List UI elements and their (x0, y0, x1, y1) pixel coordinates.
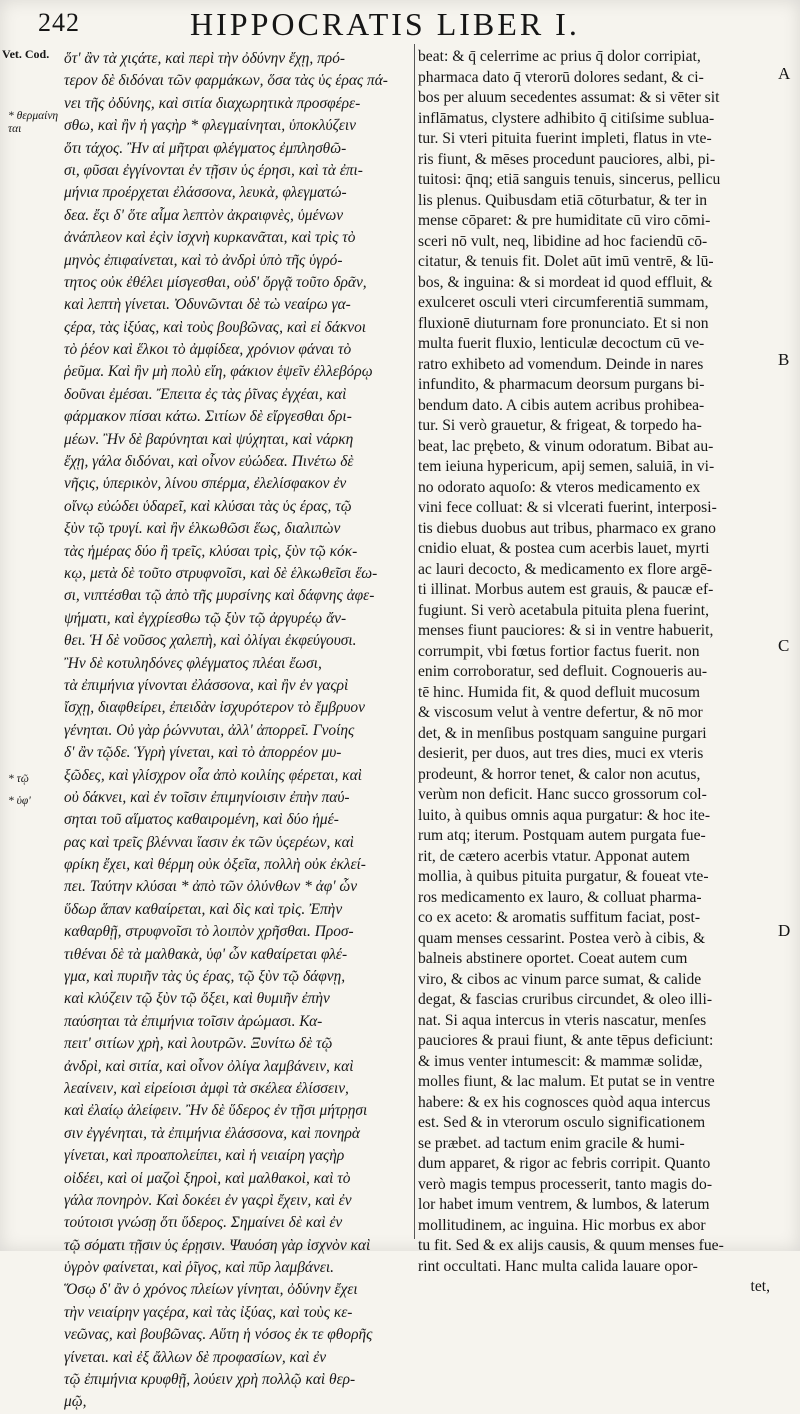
latin-line: pharmaca dato q̄ vterorū dolores sedant, & ci- (418, 68, 704, 86)
latin-line: rit, de cætero acerbis vtatur. Apponat autem (418, 847, 690, 865)
greek-line: τῷ ἐπιμήνια κρυφθῇ, λούειν χρὴ πολλῷ καὶ θερ- (64, 1371, 356, 1389)
greek-line: οἴνῳ εὐώδει ὑδαρεῖ, καὶ κλύσαι τὰς ὑς έρας, τῷ (64, 497, 352, 515)
greek-line: μέων. Ἢν δὲ βαρύνηται καὶ ψύχηται, καὶ νάρκη (64, 430, 354, 448)
latin-line: tur. Si verò grauetur, & frigeat, & torpedo ha- (418, 417, 702, 434)
greek-line: γμα, καὶ πυριῆν τὰς ὑς έρας, τῷ ξὺν τῷ δάφνῃ, (64, 968, 346, 986)
greek-line: λεαίνειν, καὶ εἰρείοισι ἀμφὶ τὰ σκέλεα ἐλίσσειν, (64, 1079, 349, 1097)
greek-line: σηται τοῦ αἵματος καθαιρομένη, καὶ δύο ἡμέ- (64, 811, 339, 829)
latin-line: mollia, à quibus pituita purgatur, & foueat vte- (418, 868, 709, 885)
greek-line: νει τῆς ὀδύνης, καὶ σιτία διαχωρητικὰ προσφέρε- (64, 94, 361, 112)
latin-line: mollitudinem, ac inguina. Hic morbus ex abor (418, 1216, 706, 1234)
greek-text-column (64, 48, 408, 1414)
section-letter-marker: B (778, 350, 790, 369)
latin-line: prodeunt, & horror tenet, & calor non acutus, (418, 765, 701, 783)
latin-line: & imus venter intumescit: & mammæ solidæ, (418, 1052, 703, 1070)
latin-line: corrumpit, vbi fœtus fortior factus fuerit. non (418, 642, 700, 660)
greek-line: ὕδωρ ἅπαν καθαίρεται, καὶ δὶς καὶ τρὶς. Ἐπὴν (64, 900, 343, 918)
greek-line: ὑγρὸν φαίνεται, καὶ ῥῖγος, καὶ πῦρ λαμβάνει. (64, 1259, 334, 1277)
latin-line: multa fuerit fluxio, lenticulæ decoctum cū ve- (418, 335, 705, 352)
greek-line: οὐ δάκνει, καὶ ἐν τοῖσιν ἐπιμηνίοισιν ἐπὴν παύ- (64, 788, 350, 806)
section-letter-marker: A (778, 64, 791, 83)
right-margin-letters (772, 48, 800, 1238)
greek-line: τὴν νειαίρην γαςέρα, καὶ τὰς ἰξύας, καὶ τοὺς κε- (64, 1303, 353, 1321)
column-divider (414, 44, 415, 1239)
latin-line: citatur, & tenuis fit. Dolet aūt imū ventrē, & lū- (418, 253, 714, 270)
greek-line: γίνεται, καὶ προαπολείπει, καὶ ἡ νειαίρη γαςὴρ (64, 1147, 345, 1165)
latin-line: lis plenus. Quibusdam etiā cōturbatur, & ter in (418, 191, 708, 209)
greek-line: μήνια προέρχεται ἐλάσσονα, λευκὰ, φλεγματώ- (64, 184, 347, 202)
greek-line: καὶ κλύζειν τῷ ξὺν τῷ ὄξει, καὶ θυμιῆν ἐπὴν (64, 990, 330, 1008)
latin-line: verùm non deficit. Hanc succo grossorum col- (418, 786, 707, 803)
greek-line: ὅτι τάχος. Ἢν αἱ μῆτραι φλέγματος ἐμπλησθῶ- (64, 139, 347, 157)
latin-line: ac lauri decocto, & medicamento ex flore argē- (418, 560, 713, 578)
greek-line: τιθέναι δὲ τὰ μαλθακὰ, ὑφ' ὧν καθαίρεται φλέ- (64, 945, 348, 963)
latin-line: vini fece colluat: & si vlcerati fuerint, interposi- (418, 499, 717, 516)
latin-line: tur. Si vteri pituita fuerint impleti, flatus in vte- (418, 130, 712, 147)
greek-line: γένηται. Οὐ γὰρ ῥώννυται, ἀλλ' ἀπορρεῖ. Γνοίης (64, 721, 355, 739)
latin-line: rint occultati. Hanc multa calida lauare opor- (418, 1257, 698, 1275)
greek-line: παύσηται τὰ ἐπιμήνια τοῖσιν ἀρώμασι. Κα- (64, 1012, 323, 1030)
greek-line: Ἢν δὲ κοτυληδόνες φλέγματος πλέαι ἔωσι, (64, 654, 322, 672)
margin-note: * τῷ (8, 773, 29, 785)
left-margin-notes (0, 48, 62, 1238)
greek-line: σι, φῦσαι ἐγγίνονται ἐν τῇσιν ὑς έρησι, καὶ τὰ ἐπι- (64, 161, 363, 179)
greek-line: γίνεται. καὶ ἐξ ἄλλων δὲ προφασίων, καὶ ἐν (64, 1348, 327, 1366)
latin-line: fluxionē diuturnam fore pronunciato. Et si non (418, 314, 709, 332)
section-letter-marker: D (778, 921, 791, 940)
greek-line: σθω, καὶ ἢν ἡ γαςὴρ * φλεγμαίνηται, ὑποκλύζειν (64, 117, 356, 135)
greek-line: καθαρθῇ, στρυφνοῖσι τὸ λοιπὸν χρῆσθαι. Προσ- (64, 923, 354, 941)
margin-note: * θερμαίνη ται (8, 110, 59, 135)
latin-line: beat, lac prębeto, & vinum odoratum. Bibat au- (418, 437, 714, 455)
greek-line: πει. Ταύτην κλύσαι * ἀπὸ τῶν ὀλύνθων * ἀφ' ὧν (64, 878, 358, 896)
latin-text-column (418, 47, 770, 1298)
latin-line: balneis abstinere oportet. Coeat autem cum (418, 950, 688, 967)
latin-line: infundito, & pharmacum deorsum purgans bi- (418, 376, 705, 393)
greek-line: τῷ σόματι τῇσιν ὑς έρῃσιν. Ψαυόση γὰρ ἰσχνὸν καὶ (64, 1236, 371, 1254)
latin-line: desierit, per duos, aut tres dies, muci ex vteris (418, 745, 704, 762)
greek-line: τὸ ῥέον καὶ ἕλκοι τὸ ἀμφίδεα, χρόνιον φάναι τὸ (64, 341, 352, 359)
greek-line: καὶ ἐλαίῳ ἀλείφειν. Ἢν δὲ ὕδερος ἐν τῇσι μήτρῃσι (64, 1102, 368, 1120)
latin-line: est. Sed & in vterorum osculo significationem (418, 1114, 706, 1131)
latin-line: enim corroboratur, sed defluit. Cognoueris au- (418, 663, 708, 680)
greek-line: κῳ, μετὰ δὲ τοῦτο στρυφνοῖσι, καὶ δὲ ἑλκωθεῖσι ἕω- (64, 564, 378, 582)
greek-line: δεα. ἔςι δ' ὅτε αἷμα λεπτὸν ἀκραιφνὲς, ὑμένων (64, 206, 344, 224)
latin-line: lor habet imum ventrem, & lumbos, & laterum (418, 1196, 710, 1213)
greek-line: ἀνδρὶ, καὶ σιτία, καὶ οἶνον ὀλίγα λαμβάνειν, καὶ (64, 1057, 354, 1075)
latin-line: pauciores & praui fiunt, & ante tēpus deficiunt: (418, 1032, 714, 1049)
latin-line: & viscosum velut à ventre defertur, & nō mor (418, 704, 703, 721)
page-header (0, 4, 800, 44)
greek-line: φρίκη ἔχει, καὶ θέρμη οὐκ ὀξεῖα, πολλὴ οὐκ ἐκλεί- (64, 856, 366, 874)
latin-line: exulceret osculi vteri circumferentiā summam, (418, 294, 709, 311)
latin-line: co ex aceto: & aromatis suffitum faciat, post- (418, 909, 701, 926)
greek-line: ἀνάπλεον καὶ ἐςὶν ἰσχνὴ κυρκανᾶται, καὶ τρὶς τὸ (64, 229, 356, 247)
greek-line: μῷ, (64, 1393, 87, 1411)
latin-line: det, & in menſibus postquam sanguine purgari (418, 724, 707, 742)
greek-line: φάρμακον πίσαι κάτω. Σιτίων δὲ εἴργεσθαι δρι- (64, 408, 352, 426)
greek-line: σι, νιπτέσθαι τῷ ἀπὸ τῆς μυρσίνης καὶ δάφνης ἀφε- (64, 587, 375, 605)
greek-line: τερον δὲ διδόναι τῶν φαρμάκων, ὅσα τὰς ὑς έρας πά- (64, 72, 388, 90)
latin-line: beat: & q̄ celerrime ac prius q̄ dolor corripiat, (418, 48, 701, 65)
greek-line: δοῦναι ἐμέσαι. Ἔπειτα ἐς τὰς ῥῖνας ἐγχέαι, καὶ (64, 385, 347, 403)
latin-line: verò magis tempus processerit, tanto magis do- (418, 1175, 713, 1193)
greek-line: σιν ἐγγένηται, τὰ ἐπιμήνια ἐλάσσονα, καὶ πονηρὰ (64, 1124, 360, 1142)
greek-line: γάλα πονηρὸν. Καὶ δοκέει ἐν γαςρὶ ἔχειν, καὶ ἐν (64, 1191, 352, 1209)
latin-line: bos per aluum secedentes assumat: & si vēter sit (418, 89, 720, 106)
latin-line: ros medicamento ex lauro, & colluat pharma- (418, 888, 702, 906)
greek-line: νεῶνας, καὶ βουβῶνας. Αὕτη ἡ νόσος ἐκ τε φθορῆς (64, 1326, 373, 1344)
latin-line: ti illinat. Morbus autem est grauis, & paucæ ef- (418, 581, 714, 598)
latin-line: cnidio eluat, & postea cum acerbis lauet, myrti (418, 540, 710, 557)
latin-line: molles fiunt, & lac malum. Et putat se in ventre (418, 1073, 715, 1090)
latin-line: habere: & ex his cognosces quòd aqua intercus (418, 1093, 711, 1111)
greek-line: ψήματι, καὶ ἐγχρίεσθω τῷ ξὺν τῷ ἀργυρέῳ ἄν- (64, 609, 347, 627)
greek-line: τούτοισι γνώσῃ ὅτι ὕδερος. Σημαίνει δὲ καὶ ἐν (64, 1214, 343, 1232)
greek-line: Ὅσῳ δ' ἂν ὁ χρόνος πλείων γίνηται, ὀδύνην ἔχει (64, 1281, 358, 1299)
greek-line: τὰς ἡμέρας δύο ἢ τρεῖς, κλύσαι τρὶς, ξὺν τῷ κόκ- (64, 542, 358, 560)
greek-line: πειτ' σιτίων χρὴ, καὶ λουτρῶν. Ξυνίτω δὲ τῷ (64, 1035, 333, 1053)
latin-line: viro, & cibos ac vinum parce sumat, & calide (418, 970, 702, 988)
latin-line: sceri nō vult, neq, libidine ad hoc faciendū cō- (418, 232, 708, 250)
margin-note: * ὑφ' (8, 795, 31, 807)
greek-line: καὶ λεπτὴ γίνεται. Ὀδυνῶνται δὲ τὼ νεαίρω γα- (64, 296, 351, 314)
latin-line: ris fiunt, & mēses procedunt pauciores, albi, pi- (418, 150, 716, 168)
section-letter-marker: C (778, 636, 790, 655)
latin-line: menses fiunt pauciores: & si in ventre habuerit, (418, 622, 714, 639)
greek-line: ξῶδες, καὶ γλίσχρον οἷα ἀπὸ κοιλίης φέρεται, καὶ (64, 766, 362, 784)
latin-line: tuitosi: q̄nq; etiā sanguis tenuis, sincerus, pellicu (418, 171, 721, 188)
greek-line: μηνὸς ἐπιφαίνεται, καὶ τὸ ἀνδρὶ ὑπὸ τῆς ὑγρό- (64, 251, 343, 269)
latin-line: tet, (750, 1278, 770, 1295)
greek-line: δ' ἂν τῷδε. Ὑγρὴ γίνεται, καὶ τὸ ἀπορρέον μυ- (64, 744, 342, 762)
page-number: 242 (38, 8, 80, 37)
latin-line: tē hinc. Humida fit, & quod defluit mucosum (418, 683, 700, 701)
latin-line: inflāmatus, clystere adhibito q̄ citiſsime sublua- (418, 109, 715, 127)
latin-line: quam menses cessarint. Postea verò à cibis, & (418, 929, 706, 947)
greek-line: ρας καὶ τρεῖς βλένναι ἴασιν ἐκ τῶν ὑςερέων, καὶ (64, 833, 354, 851)
latin-line: tem ieiuna hypericum, apij semen, saluiā, in vi- (418, 458, 715, 475)
greek-line: θει. Ἡ δὲ νοῦσος χαλεπὴ, καὶ ὀλίγαι ἐκφεύγουσι. (64, 632, 357, 650)
latin-line: no odorato aquoſo: & vteros medicamento ex (418, 478, 701, 496)
latin-line: se præbet. ad tactum enim gracile & humi- (418, 1134, 685, 1152)
greek-line: ξὺν τῷ τρυγί. καὶ ἢν ἑλκωθῶσι ἕως, διαλιπὼν (64, 520, 341, 538)
latin-line: tu fit. Sed & ex alijs causis, & quum menses fue- (418, 1237, 724, 1254)
greek-line: ςέρα, τὰς ἰξύας, καὶ τοὺς βουβῶνας, καὶ εἰ δάκνοι (64, 318, 367, 336)
latin-line: mense cōparet: & pre humiditate cū viro cōmi- (418, 212, 711, 229)
greek-line: οἰδέει, καὶ οἱ μαζοὶ ξηροὶ, καὶ μαλθακοὶ, καὶ τὸ (64, 1169, 351, 1187)
running-title: HIPPOCRATIS LIBER I. (190, 6, 580, 42)
latin-line: bendum dato. A cibis autem acribus prohibea- (418, 396, 705, 414)
latin-line: ratro exhibeto ad vomendum. Deinde in nares (418, 355, 704, 373)
latin-line: luito, à quibus omnis aqua purgatur: & hoc ite- (418, 806, 711, 824)
greek-line: ῥεῦμα. Καὶ ἢν μὴ πολὺ εἴη, φάκιον ἑψεῖν ἐλλεβόρῳ (64, 363, 373, 381)
greek-line: τὰ ἐπιμήνια γίνονται ἐλάσσονα, καὶ ἢν ἐν γαςρὶ (64, 676, 349, 694)
greek-line: ἴσχῃ, διαφθείρει, ἐπειδὰν ἰσχυρότερον τὸ ἔμβρυον (64, 699, 365, 717)
greek-line: ἔχῃ, γάλα διδόναι, καὶ οἶνον εὐώδεα. Πινέτω δὲ (64, 453, 354, 471)
latin-line: rum atq; iterum. Postquam autem purgata fue- (418, 827, 706, 844)
greek-line: ὅτ' ἂν τὰ χιςάτε, καὶ περὶ τὴν ὀδύνην ἔχῃ, πρό- (64, 50, 346, 67)
latin-line: nat. Si aqua intercus in vteris nascatur, menſes (418, 1011, 707, 1029)
latin-line: bos, & inguina: & si mordeat id quod effluit, & (418, 273, 713, 291)
latin-line: degat, & fascias cruribus circundet, & oleo illi- (418, 991, 713, 1008)
latin-line: tis diebus duobus aut tribus, pharmaco ex grano (418, 519, 716, 537)
latin-line: fugiunt. Si verò acetabula pituita plena fuerint, (418, 601, 709, 619)
margin-note: Vet. Cod. (2, 47, 50, 61)
greek-line: νῆςις, ὑπερικὸν, λίνου σπέρμα, ἐλελίσφακον ἐν (64, 475, 347, 493)
greek-line: τητος οὐκ ἐθέλει μίσγεσθαι, οὐδ' ὄργᾷ τοῦτο δρᾶν, (64, 273, 367, 291)
latin-line: dum apparet, & rigor ac febris corripit. Quanto (418, 1155, 711, 1172)
